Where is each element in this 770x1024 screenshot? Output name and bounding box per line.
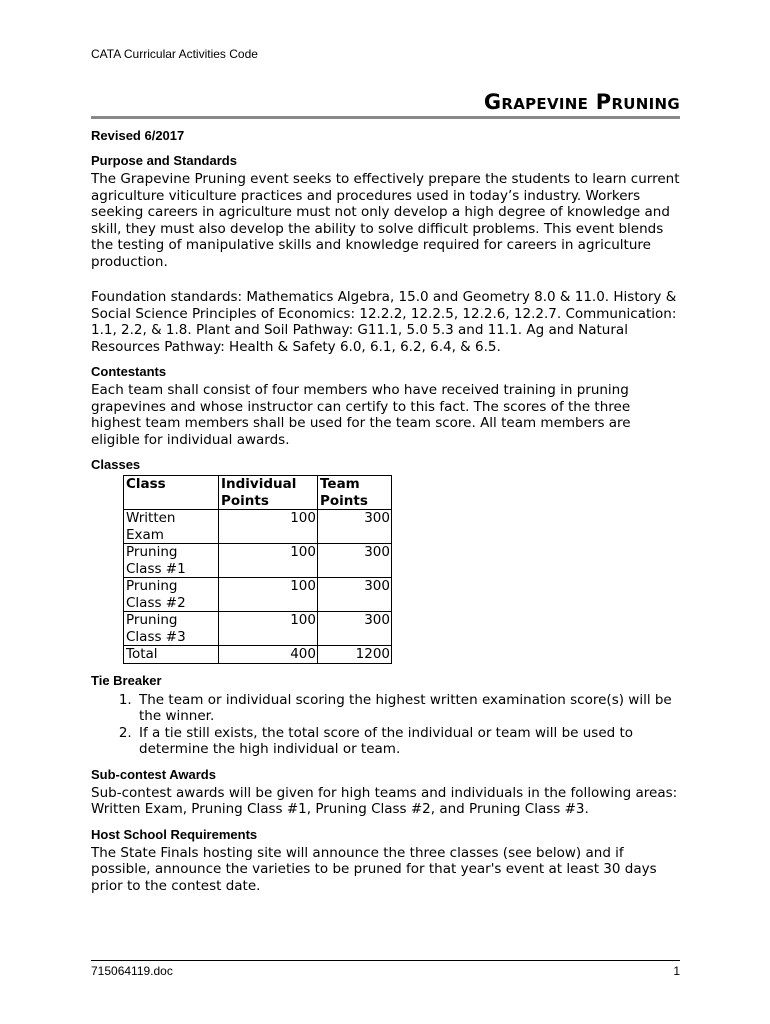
class-cell: Total (124, 646, 219, 664)
purpose-paragraph: The Grapevine Pruning event seeks to effectively prepare the students to learn current agriculture viticulture practices and procedures used in today’s industry. Workers seeking careers in agriculture must not only develop a high degree of knowledge and skill, they must also develop the ability to solve difficult problems. This event blends the testing of manipulative skills and knowledge required for careers in agriculture production. (91, 171, 680, 270)
running-header: CATA Curricular Activities Code (91, 47, 258, 61)
host-school-heading: Host School Requirements (91, 826, 258, 842)
standards-paragraph: Foundation standards: Mathematics Algebra, 15.0 and Geometry 8.0 & 11.0. History & Social Science Principles of Economics: 12.2.2, 12.2.5, 12.2.6, 12.2.7. Communication: 1.1, 2.2, & 1.8. Plant and Soil Pathway: G11.1, 5.0 5.3 and 11.1. Ag and Natural Resources Pathway: Health & Safety 6.0, 6.1, 6.2, 6.4, & 6.5. (91, 289, 677, 355)
individual-points-cell: 100 (219, 578, 318, 612)
document-title: Grapevine Pruning (483, 90, 680, 114)
individual-points-cell: 100 (219, 612, 318, 646)
class-cell: Pruning Class #3 (124, 612, 219, 646)
table-total-row (124, 646, 392, 664)
document-body (91, 127, 681, 894)
list-item: 2. If a tie still exists, the total score of the individual or team will be used to determine the high individual or team. (136, 725, 681, 758)
sub-contest-heading: Sub-contest Awards (91, 766, 216, 782)
contestants-heading: Contestants (91, 364, 167, 379)
classes-table (123, 475, 392, 664)
class-cell: Written Exam (124, 510, 219, 544)
individual-points-cell: 100 (219, 510, 318, 544)
table-row (124, 544, 392, 578)
col-team-header: Team Points (318, 476, 392, 510)
title-rule (91, 90, 680, 119)
table-header-row (124, 476, 392, 510)
host-school-paragraph: The State Finals hosting site will announce the three classes (see below) and if possible, announce the varieties to be pruned for that year's event at least 30 days prior to the contest date. (91, 844, 657, 894)
class-cell: Pruning Class #2 (124, 578, 219, 612)
table-row (124, 510, 392, 544)
class-cell: Pruning Class #1 (124, 544, 219, 578)
tie-breaker-list (91, 692, 681, 758)
team-points-cell: 1200 (318, 646, 392, 664)
col-class-header: Class (124, 476, 219, 510)
table-row (124, 612, 392, 646)
purpose-heading: Purpose and Standards (91, 153, 237, 168)
individual-points-cell: 400 (219, 646, 318, 664)
team-points-cell: 300 (318, 510, 392, 544)
footer-filename: 715064119.doc (91, 964, 173, 978)
page-number: 1 (673, 964, 680, 978)
team-points-cell: 300 (318, 612, 392, 646)
table-row (124, 578, 392, 612)
team-points-cell: 300 (318, 544, 392, 578)
tie-breaker-heading: Tie Breaker (91, 672, 162, 688)
classes-heading: Classes (91, 457, 141, 472)
page-footer (91, 960, 680, 978)
list-item: 1. The team or individual scoring the highest written examination score(s) will be the winner. (136, 692, 681, 725)
col-individual-header: Individual Points (219, 476, 318, 510)
team-points-cell: 300 (318, 578, 392, 612)
contestants-paragraph: Each team shall consist of four members who have received training in pruning grapevines and whose instructor can certify to this fact. The scores of the three highest team members shall be used for the team score. All team members are eligible for individual awards. (91, 382, 631, 448)
individual-points-cell: 100 (219, 544, 318, 578)
sub-contest-paragraph: Sub-contest awards will be given for high teams and individuals in the following areas: Written Exam, Pruning Class #1, Pruning Class #2, and Pruning Class #3. (91, 784, 678, 817)
revised-date: Revised 6/2017 (91, 128, 185, 143)
spacer (91, 270, 681, 287)
